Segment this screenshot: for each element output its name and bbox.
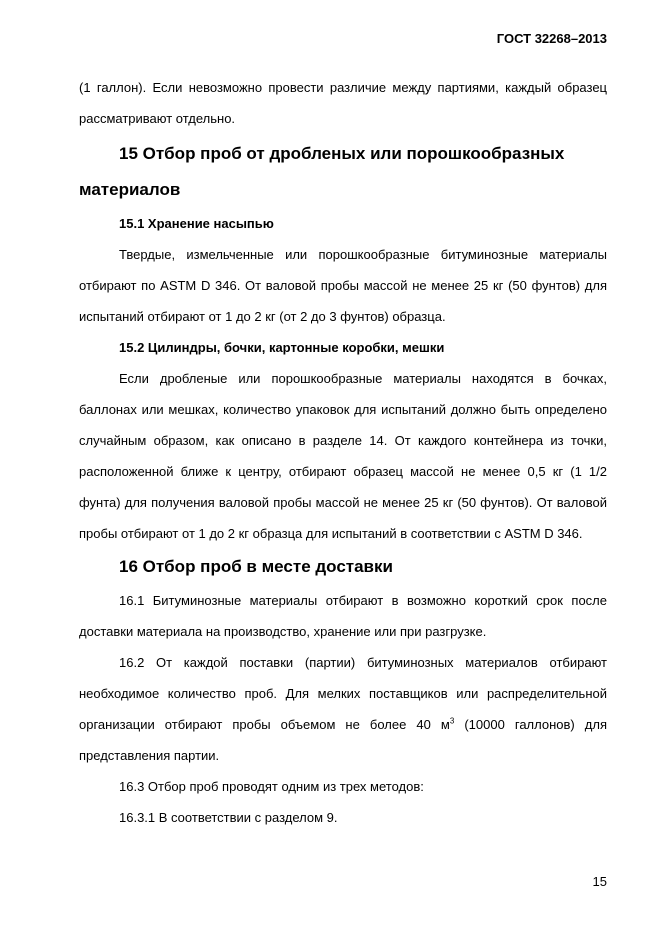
paragraph-16-2-tail: (10000 галлонов) для представления партии.: [79, 717, 608, 763]
intro-paragraph: (1 галлон). Если невозможно провести различие между партиями, каждый образец рассматривают отдельно.: [79, 80, 607, 126]
paragraph-16-2: [79, 647, 607, 771]
paragraph-16-3-1: 16.3.1 В соответствии с разделом 9.: [119, 810, 338, 825]
paragraph-15-1: Твердые, измельченные или порошкообразные битуминозные материалы отбирают по ASTM D 346. От валовой пробы массой не менее 25 кг (50 фунтов) для испытаний отбирают от 1 до 2 кг (от 2 до 3 фунтов) образца.: [79, 247, 607, 324]
cubic-superscript: 3: [449, 716, 455, 726]
paragraph-16-1: 16.1 Битуминозные материалы отбирают в возможно короткий срок после доставки материала на производство, хранение или при разгрузке.: [79, 593, 607, 639]
section-16-heading: 16 Отбор проб в месте доставки: [119, 557, 393, 576]
subsection-15-1-heading: 15.1 Хранение насыпью: [119, 216, 274, 231]
standard-code-header: ГОСТ 32268–2013: [496, 31, 607, 46]
paragraph-16-3: 16.3 Отбор проб проводят одним из трех методов:: [119, 779, 424, 794]
paragraph-16-2-text: 16.2 От каждой поставки (партии) битуминозных материалов отбирают необходимое количество проб. Для мелких поставщиков или распределительной организации отбирают пробы объемом не более 40 м: [79, 655, 607, 732]
subsection-15-2-heading: 15.2 Цилиндры, бочки, картонные коробки, мешки: [119, 340, 445, 355]
page-number: 15: [592, 874, 607, 889]
section-15-heading: 15 Отбор проб от дробленых или порошкообразных материалов: [79, 144, 565, 199]
paragraph-15-2: Если дробленые или порошкообразные материалы находятся в бочках, баллонах или мешках, количество упаковок для испытаний должно быть определено случайным образом, как описано в разделе 14. От каждого контейнера из точки, расположенной ближе к центру, отбирают образец массой не менее 0,5 кг (1 1/2 фунта) для получения валовой пробы массой не менее 25 кг (50 фунтов). От валовой пробы отбирают от 1 до 2 кг образца для испытаний в соответствии с ASTM D 346.: [79, 371, 607, 541]
document-body: [79, 72, 607, 833]
